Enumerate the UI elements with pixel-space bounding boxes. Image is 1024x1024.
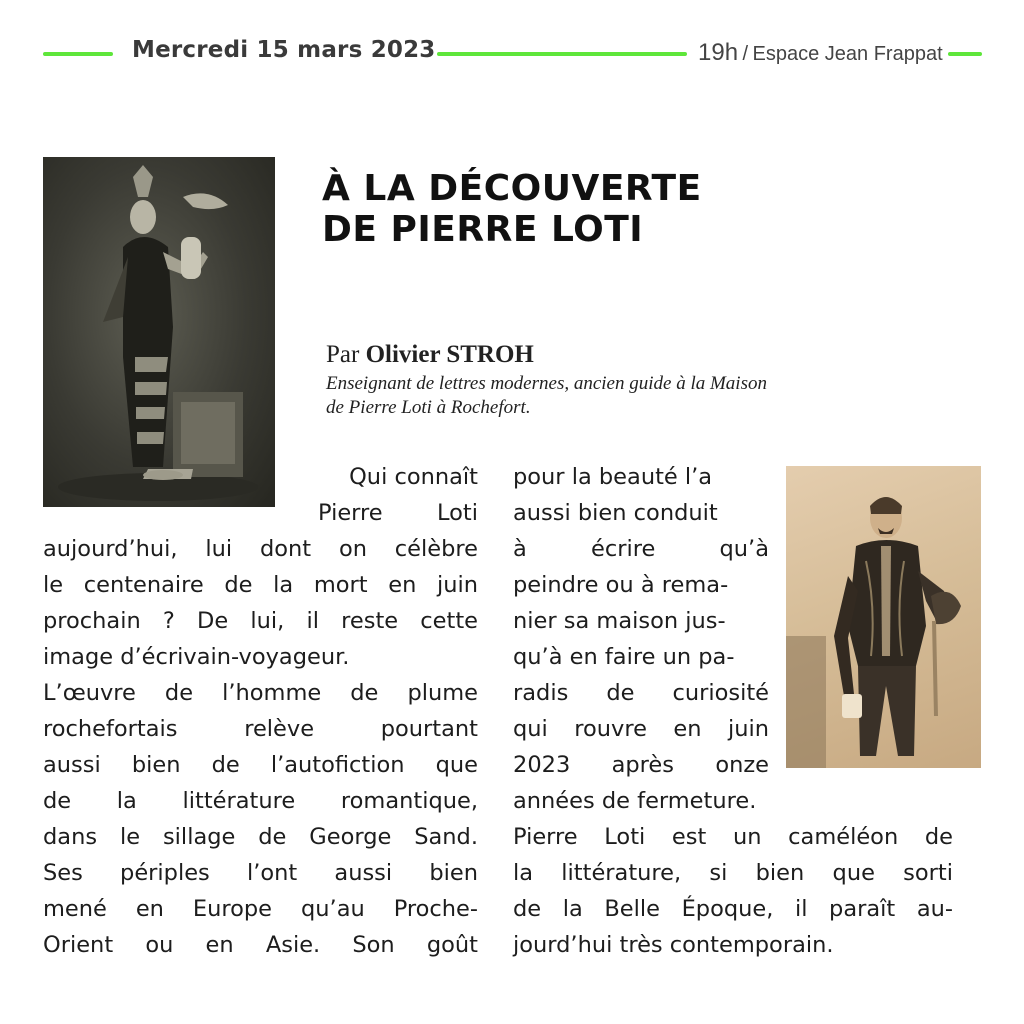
c2b-line-2: Pierre Loti est un caméléon de	[513, 824, 953, 850]
p2-line-7: mené en Europe qu’au Proche-	[43, 896, 478, 922]
p2-line-5: dans le sillage de George Sand.	[43, 824, 478, 850]
byline-prefix: Par	[326, 341, 360, 368]
c2-line-9: 2023 après onze	[513, 752, 769, 778]
p1-line-3: prochain ? De lui, il reste cette	[43, 608, 478, 634]
c2-line-1: pour la beauté l’a	[513, 464, 713, 490]
event-venue: Espace Jean Frappat	[752, 43, 943, 65]
uniform-portrait-illustration	[786, 466, 981, 768]
c2-line-3: à écrire qu’à	[513, 536, 769, 562]
author-description	[326, 372, 846, 420]
col1-intro-line-2: Pierre Loti	[318, 500, 478, 526]
c2b-line-3: la littérature, si bien que sorti	[513, 860, 953, 886]
p1-line-1: aujourd’hui, lui dont on célèbre	[43, 536, 478, 562]
event-date: Mercredi 15 mars 2023	[132, 37, 436, 63]
column1-body	[43, 531, 478, 963]
header-rule-middle	[437, 52, 687, 56]
event-time: 19h	[698, 39, 739, 66]
author-description-line-2: de Pierre Loti à Rochefort.	[326, 397, 531, 418]
c2b-line-1: années de fermeture.	[513, 788, 757, 814]
c2b-line-5: jourd’hui très contemporain.	[513, 932, 834, 958]
column1-intro	[318, 459, 478, 531]
header-rule-left	[43, 52, 113, 56]
p2-line-6: Ses périples l’ont aussi bien	[43, 860, 478, 886]
author-name: Olivier STROH	[365, 341, 534, 368]
p2-line-2: rochefortais relève pourtant	[43, 716, 478, 742]
c2b-line-4: de la Belle Époque, il paraît au-	[513, 896, 953, 922]
column2-bottom	[513, 783, 953, 963]
p2-line-8: Orient ou en Asie. Son goût	[43, 932, 478, 958]
byline	[326, 340, 846, 420]
event-time-venue	[698, 39, 943, 67]
c2-line-5: nier sa maison jus-	[513, 608, 726, 634]
c2-line-6: qu’à en faire un pa-	[513, 644, 735, 670]
p2-line-3: aussi bien de l’autofiction que	[43, 752, 478, 778]
p1-line-4: image d’écrivain-voyageur.	[43, 644, 350, 670]
title-line-1: À LA DÉCOUVERTE	[322, 168, 702, 209]
title-line-2: DE PIERRE LOTI	[322, 209, 644, 250]
header-rule-right	[948, 52, 982, 56]
c2-line-8: qui rouvre en juin	[513, 716, 769, 742]
paragraph-2	[43, 675, 478, 963]
costume-portrait-illustration	[43, 157, 275, 507]
c2-line-4: peindre ou à rema-	[513, 572, 729, 598]
col1-intro-line-1: Qui connaît	[349, 464, 478, 490]
column2-top	[513, 459, 769, 783]
article-title	[322, 168, 842, 250]
byline-author-line	[326, 340, 846, 370]
c2-line-2: aussi bien conduit	[513, 500, 718, 526]
header-separator: /	[742, 43, 749, 65]
author-description-line-1: Enseignant de lettres modernes, ancien guide à la Maison	[326, 373, 767, 394]
p1-line-2: le centenaire de la mort en juin	[43, 572, 478, 598]
uniform-portrait-photo	[786, 466, 981, 768]
p2-line-4: de la littérature romantique,	[43, 788, 478, 814]
costume-portrait-photo	[43, 157, 275, 507]
paragraph-1	[43, 531, 478, 675]
c2-line-7: radis de curiosité	[513, 680, 769, 706]
p2-line-1: L’œuvre de l’homme de plume	[43, 680, 478, 706]
